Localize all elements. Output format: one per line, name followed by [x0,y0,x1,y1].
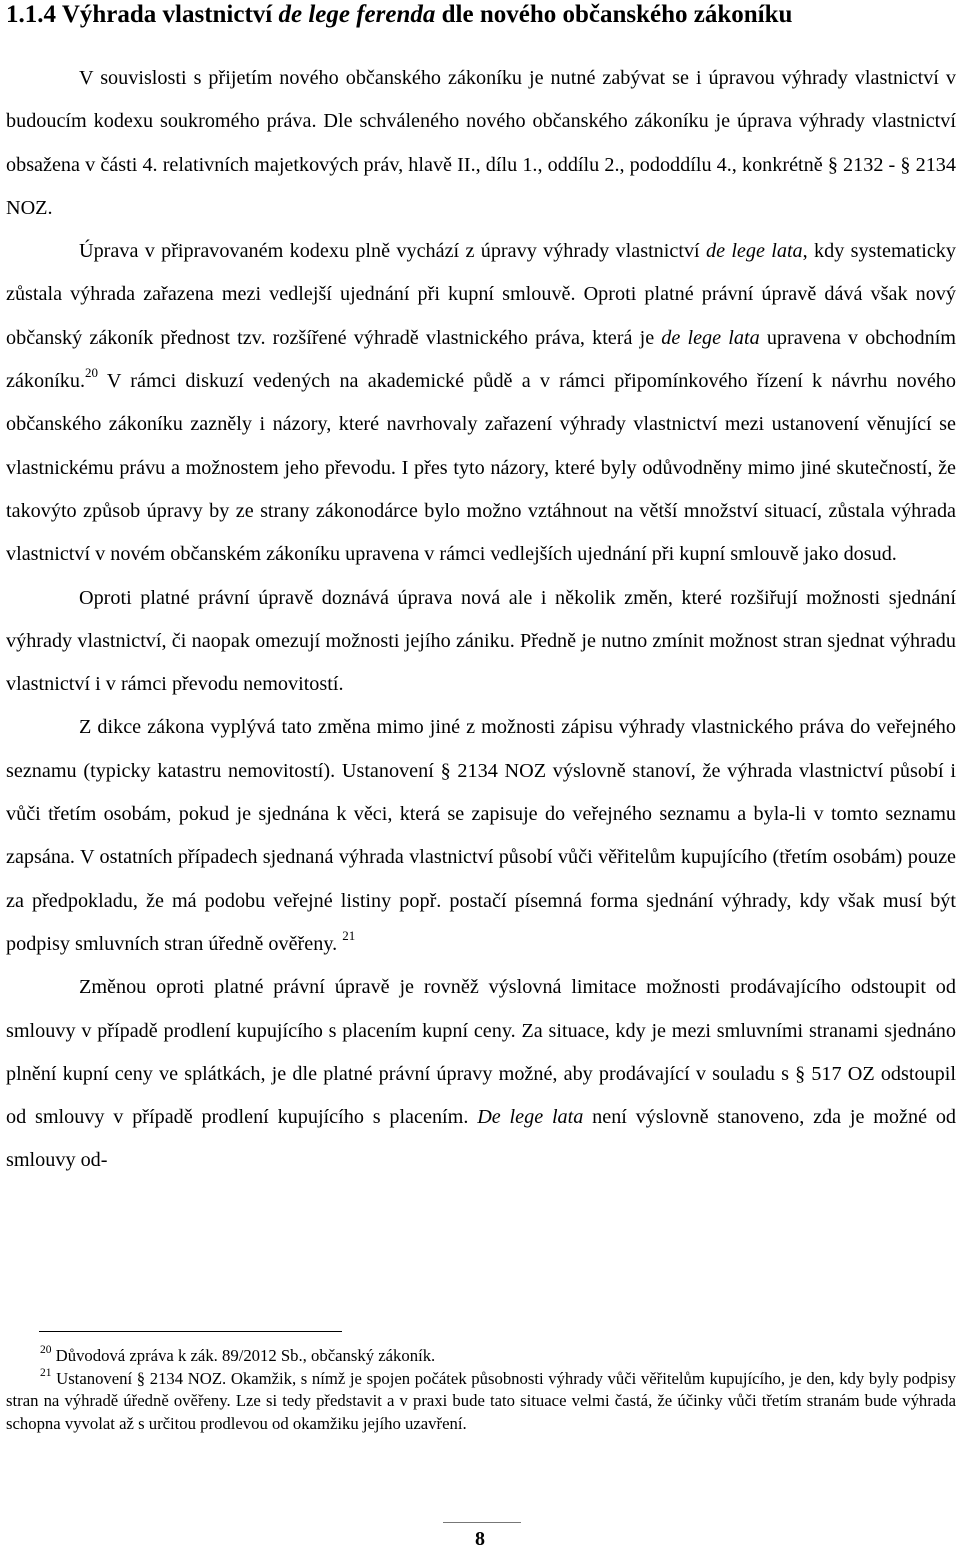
paragraph-4-text: Z dikce zákona vyplývá tato změna mimo jiné z možnosti zápisu výhrady vlastnického práva do veřejného seznamu (typicky katastru nemovitostí). Ustanovení § 2134 NOZ výslovně stanoví, že výhrada vlastnictví působí i vůči třetím osobám, pokud je sjednána k věci, která se zapisuje do veřejného seznamu a byla-li v tomto seznamu zapsána. V ostatních případech sjednaná výhrada vlastnictví působí vůči věřitelům kupujícího (třetím osobám) pouze za předpokladu, že má podobu veřejné listiny popř. postačí písemná forma sjednání výhrady, kdy však musí být podpisy smluvních stran úředně ověřeny. [6,716,956,955]
paragraph-5 [6,966,956,1182]
footnote-number: 21 [40,1366,52,1379]
paragraph-2-text: , kdy systematicky zůstala výhrada zařazena mezi vedlejší ujednání při kupní smlouvě. Oproti platné právní úpravě dává však nový občanský zákoník přednost tzv. rozšířené výhradě vlastnického práva, která je [6,240,956,349]
footnote-20 [6,1345,956,1368]
paragraph-2-text: upravena v obchodním zákoníku. [6,326,956,393]
section-heading [6,0,956,30]
paragraph-5-italic: De lege lata [477,1106,584,1129]
footnotes [6,1345,956,1435]
heading-number: 1.1.4 [6,1,56,28]
paragraph-2-italic: de lege lata [705,240,803,263]
paragraph-3: Oproti platné právní úpravě doznává úprava nová ale i několik změn, které rozšiřují možnosti sjednání výhrady vlastnictví, či naopak omezují možnosti jejího zániku. Předně je nutno zmínit možnost stran sjednat výhradu vlastnictví i v rámci převodu nemovitostí. [6,586,956,696]
paragraph-4 [6,706,956,966]
paragraph-5-text: Změnou oproti platné právní úpravě je rovněž výslovná limitace možnosti prodávajícího odstoupit od smlouvy v případě prodlení kupujícího s placením kupní ceny. Za situace, kdy je mezi smluvními stranami sjednáno plnění kupní ceny ve splátkách, je dle platné právní úpravy možné, aby prodávající v souladu s § 517 OZ odstoupil od smlouvy v případě prodlení kupujícího s placením. [6,976,956,1129]
heading-italic: de lege ferenda [278,1,436,28]
footnote-separator [39,1331,342,1332]
paragraph-2-text: Úprava v připravovaném kodexu plně vychází z úpravy výhrady vlastnictví [79,240,700,263]
paragraph-5-text: není výslovně stanoveno, zda je možné od smlouvy od- [6,1106,957,1172]
footnote-ref-20[interactable]: 20 [85,365,99,381]
footnote-ref-21[interactable]: 21 [342,928,356,944]
page-number-rule [443,1522,521,1523]
paragraph-2-italic: de lege lata [661,326,760,349]
footnote-text: Důvodová zpráva k zák. 89/2012 Sb., občanský zákoník. [55,1346,436,1365]
heading-text-start: Výhrada vlastnictví [61,1,273,28]
paragraph-2-text: V rámci diskuzí vedených na akademické půdě a v rámci připomínkového řízení k návrhu nového občanského zákoníku zazněly i názory, které navrhovaly zařazení výhrady vlastnictví mezi ustanovení věnující se vlastnickému právu a možnostem jeho převodu. I přes tyto názory, které byly odůvodněny mimo jiné skutečností, že takovýto způsob úpravy by ze strany zákonodárce bylo možno vztáhnout na větší množství situací, zůstala výhrada vlastnictví v novém občanském zákoníku upravena v rámci vedlejších ujednání při kupní smlouvě jako dosud. [6,370,956,566]
body-text [6,57,956,1183]
page-number: 8 [475,1528,485,1550]
heading-text-end: dle nového občanského zákoníku [441,1,793,28]
paragraph-2 [6,230,956,576]
footnote-21 [6,1368,956,1436]
footnote-text: Ustanovení § 2134 NOZ. Okamžik, s nímž je spojen počátek působnosti výhrady vůči věřitelům kupujícího, je den, kdy byly podpisy stran na výhradě úředně ověřeny. Lze si tedy představit a v praxi bude tato situace velmi častá, že účinky vůči třetím stranám bude výhrada schopna vyvolat až s určitou prodlevou od okamžiku jejího uzavření. [6,1368,957,1433]
paragraph-1: V souvislosti s přijetím nového občanského zákoníku je nutné zabývat se i úpravou výhrady vlastnictví v budoucím kodexu soukromého práva. Dle schváleného nového občanského zákoníku je úprava výhrady vlastnictví obsažena v části 4. relativních majetkových práv, hlavě II., dílu 1., oddílu 2., pododdílu 4., konkrétně § 2132 - § 2134 NOZ. [6,67,956,219]
footnote-number: 20 [40,1344,52,1357]
